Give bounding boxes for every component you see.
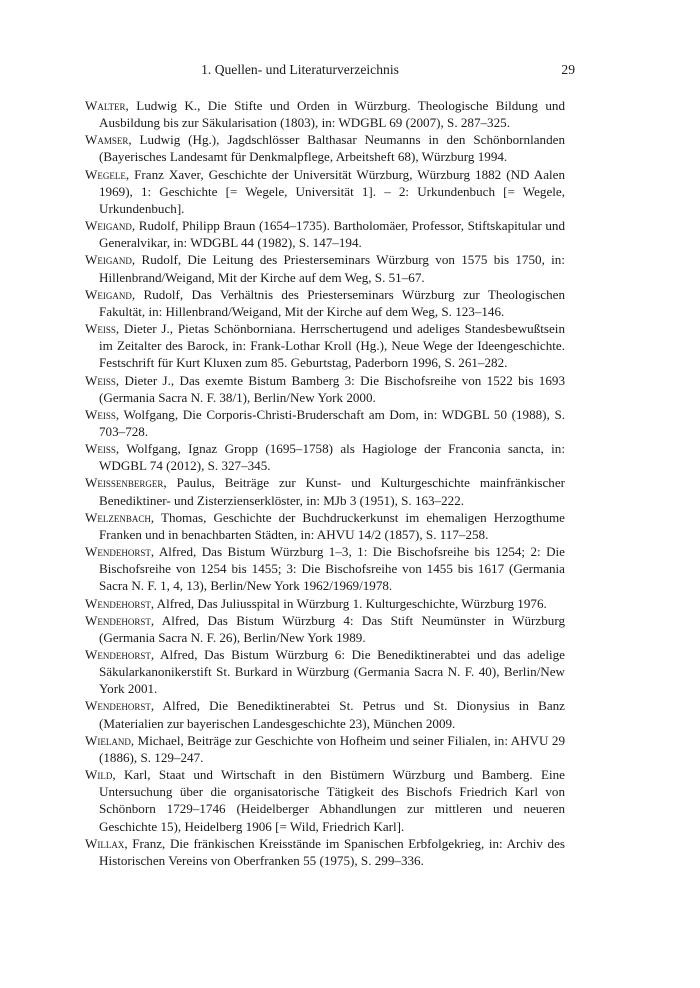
entry-text: , Alfred, Das Bistum Würzburg 6: Die Benediktinerabtei und das adelige Säkularkanonikerstift St. Burkard in Würzburg (Germania Sacra N. F. 40), Berlin/New York 2001. [99,647,565,697]
entry-author: Wendehorst [85,595,151,611]
entry-text: , Wolfgang, Die Corporis-Christi-Bruderschaft am Dom, in: WDGBL 50 (1988), S. 703–728. [99,406,565,439]
bibliography-entry [85,217,565,251]
entry-author: Wieland [85,732,131,748]
entry-text: , Franz, Die fränkischen Kreisstände im Spanischen Erbfolgekrieg, in: Archiv des Historischen Vereins von Oberfranken 55 (1975), S. 299–336. [99,835,565,868]
entry-text: , Rudolf, Philipp Braun (1654–1735). Bartholomäer, Professor, Stiftskapitular und Generalvikar, in: WDGBL 44 (1982), S. 147–194. [99,218,565,251]
entry-author: Wendehorst [85,647,151,662]
entry-author: Welzenbach [85,509,151,525]
bibliography-entry [85,835,565,869]
bibliography-entry [85,286,565,320]
entry-text: , Alfred, Das Bistum Würzburg 1–3, 1: Die Bischofsreihe bis 1254; 2: Die Bischofsreihe von 1254 bis 1455; 3: Die Bischofsreihe von 1455 bis 1617 (Germania Sacra N. F. 1, 4, 13), Berlin/New York 1962/1969/1978. [99,544,565,594]
entry-text: , Dieter J., Das exemte Bistum Bamberg 3: Die Bischofsreihe von 1522 bis 1693 (Germania Sacra N. F. 38/1), Berlin/New York 2000. [99,372,565,405]
entry-text: , Alfred, Das Bistum Würzburg 4: Das Stift Neumünster in Würzburg (Germania Sacra N. F. 26), Berlin/New York 1989. [99,612,565,645]
entry-author: Weigand [85,286,132,302]
bibliography-entry [85,543,565,594]
bibliography-entry [85,251,565,285]
bibliography-entry [85,697,565,731]
entry-author: Wendehorst [85,612,151,628]
bibliography-entry [85,131,565,165]
entry-author: Weigand [85,218,132,234]
entry-text: , Ludwig K., Die Stifte und Orden in Würzburg. Theologische Bildung und Ausbildung bis zur Säkularisation (1803), in: WDGBL 69 (2007), S. 287–325. [99,98,565,131]
entry-text: , Rudolf, Das Verhältnis des Priesterseminars Würzburg zur Theologischen Fakultät, in: Hillenbrand/Weigand, Mit der Kirche auf dem Weg, S. 123–146. [99,286,565,319]
entry-text: , Michael, Beiträge zur Geschichte von Hofheim und seiner Filialen, in: AHVU 29 (1886), S. 129–247. [99,732,565,765]
entry-author: Weiss [85,321,116,337]
entry-author: Wegele [85,166,126,182]
entry-text: , Alfred, Das Juliusspital in Würzburg 1. Kulturgeschichte, Würzburg 1976. [150,595,547,611]
entry-author: Wild [85,767,113,783]
entry-author: Weigand [85,252,132,268]
entry-author: Wendehorst [85,544,151,560]
entry-text: , Alfred, Die Benediktinerabtei St. Petrus und St. Dionysius in Banz (Materialien zur bayerischen Landesgeschichte 23), München 2009. [99,698,565,731]
entry-text: , Rudolf, Die Leitung des Priesterseminars Würzburg von 1575 bis 1750, in: Hillenbrand/Weigand, Mit der Kirche auf dem Weg, S. 51–67. [99,252,565,285]
entry-author: Wendehorst [85,698,151,714]
bibliography-list [85,97,565,869]
running-title: 1. Quellen- und Literaturverzeichnis [201,62,399,77]
entry-text: , Franz Xaver, Geschichte der Universität Würzburg, Würzburg 1882 (ND Aalen 1969), 1: Geschichte [= Wegele, Universität 1]. – 2: Urkundenbuch [= Wegele, Urkundenbuch]. [99,166,565,216]
bibliography-entry [85,612,565,646]
entry-text: , Ludwig (Hg.), Jagdschlösser Balthasar Neumanns in den Schönbornlanden (Bayerisches Landesamt für Denkmalpflege, Arbeitsheft 68), Würzburg 1994. [99,132,565,165]
entry-text: , Karl, Staat und Wirtschaft in den Bistümern Würzburg und Bamberg. Eine Untersuchung über die organisatorische Tätigkeit des Bischofs Friedrich Karl von Schönborn 1729–1746 (Heidelberger Abhandlungen zur mittleren und neueren Geschichte 15), Heidelberg 1906 [= Wild, Friedrich Karl]. [99,767,565,834]
bibliography-entry [85,372,565,406]
entry-text: , Wolfgang, Ignaz Gropp (1695–1758) als Hagiologe der Franconia sancta, in: WDGBL 74 (2012), S. 327–345. [99,441,565,474]
bibliography-entry [85,595,565,612]
bibliography-entry [85,97,565,131]
page-number: 29 [561,62,575,77]
entry-text: , Thomas, Geschichte der Buchdruckerkunst im ehemaligen Herzogthume Franken und in benachbarten Städten, in: AHVU 14/2 (1857), S. 117–258. [99,509,565,542]
entry-author: Walter [85,98,126,113]
bibliography-entry [85,166,565,217]
bibliography-entry [85,646,565,697]
bibliography-entry [85,440,565,474]
entry-author: Wamser [85,132,129,148]
bibliography-entry [85,509,565,543]
bibliography-entry [85,766,565,835]
entry-text: , Dieter J., Pietas Schönborniana. Herrschertugend und adeliges Standesbewußtsein im Zeitalter des Barock, in: Frank-Lothar Kroll (Hg.), Neue Wege der Ideengeschichte. Festschrift für Kurt Kluxen zum 85. Geburtstag, Paderborn 1996, S. 261–282. [99,321,565,371]
bibliography-entry [85,732,565,766]
bibliography-entry [85,320,565,371]
entry-author: Weiss [85,406,116,422]
entry-author: Weiss [85,372,116,388]
entry-text: , Paulus, Beiträge zur Kunst- und Kulturgeschichte mainfränkischer Benediktiner- und Zisterzienserklöster, in: MJb 3 (1951), S. 163–222. [99,475,565,508]
bibliography-entry [85,474,565,508]
entry-author: Weiss [85,441,116,457]
bibliography-entry [85,406,565,440]
entry-author: Willax [85,835,125,851]
entry-author: Weissenberger [85,475,164,491]
